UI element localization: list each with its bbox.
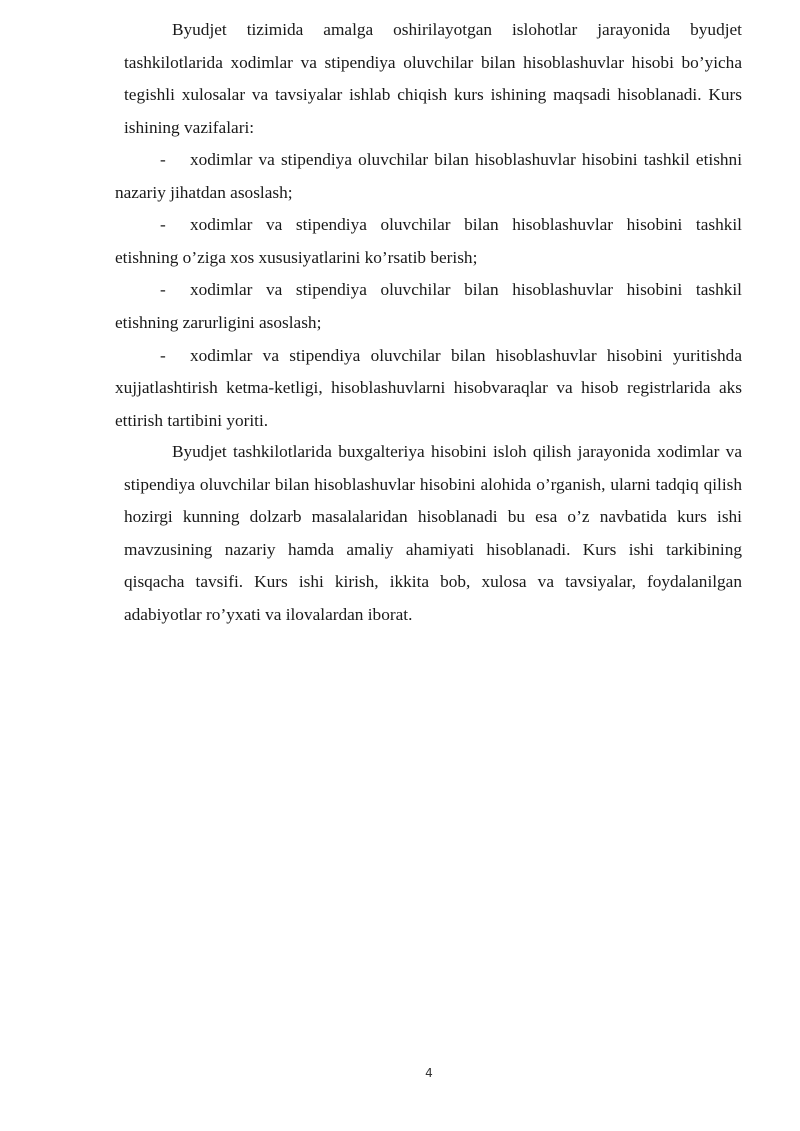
- list-item-text: xodimlar va stipendiya oluvchilar bilan hisoblashuvlar hisobini tashkil etishning o’ziga xos xususiyatlarini ko’rsatib berish;: [115, 215, 742, 267]
- list-item-text: xodimlar va stipendiya oluvchilar bilan hisoblashuvlar hisobini tashkil etishni nazariy jihatdan asoslash;: [115, 150, 742, 202]
- paragraph-relevance: Byudjet tashkilotlarida buxgalteriya hisobini isloh qilish jarayonida xodimlar va stipendiya oluvchilar bilan hisoblashuvlar hisobini alohida o’rganish, ularni tadqiq qilish hozirgi kunning dolzarb masalalaridan hisoblanadi bu esa o’z navbatida kurs ishi mavzusining nazariy hamda amaliy ahamiyati hisoblanadi. Kurs ishi tarkibining qisqacha tavsifi. Kurs ishi kirish, ikkita bob, xulosa va tavsiyalar, foydalanilgan adabiyotlar ro’yxati va ilovalardan iborat.: [124, 442, 742, 624]
- page-number: 4: [425, 1066, 433, 1080]
- list-item-text: xodimlar va stipendiya oluvchilar bilan hisoblashuvlar hisobini yuritishda xujjatlashtirish ketma-ketligi, hisoblashuvlarni hisobvaraqlar va hisob registrlarida aks ettirish tartibini yoriti.: [115, 345, 742, 430]
- task-list: [115, 144, 742, 437]
- list-marker: -: [160, 215, 166, 235]
- list-marker: -: [160, 280, 166, 300]
- paragraph-course-goal: Byudjet tizimida amalga oshirilayotgan islohotlar jarayonida byudjet tashkilotlarida xodimlar va stipendiya oluvchilar bilan hisoblashuvlar hisobi bo’yicha tegishli xulosalar va tavsiyalar ishlab chiqish kurs ishining maqsadi hisoblanadi. Kurs ishining vazifalari:: [124, 20, 742, 137]
- list-item: [115, 340, 742, 438]
- list-marker: -: [160, 150, 166, 169]
- list-marker: -: [160, 345, 166, 365]
- list-item: [115, 209, 742, 274]
- list-item: [115, 144, 742, 209]
- list-item: [115, 274, 742, 339]
- list-item-text: xodimlar va stipendiya oluvchilar bilan hisoblashuvlar hisobini tashkil etishning zarurligini asoslash;: [115, 280, 742, 332]
